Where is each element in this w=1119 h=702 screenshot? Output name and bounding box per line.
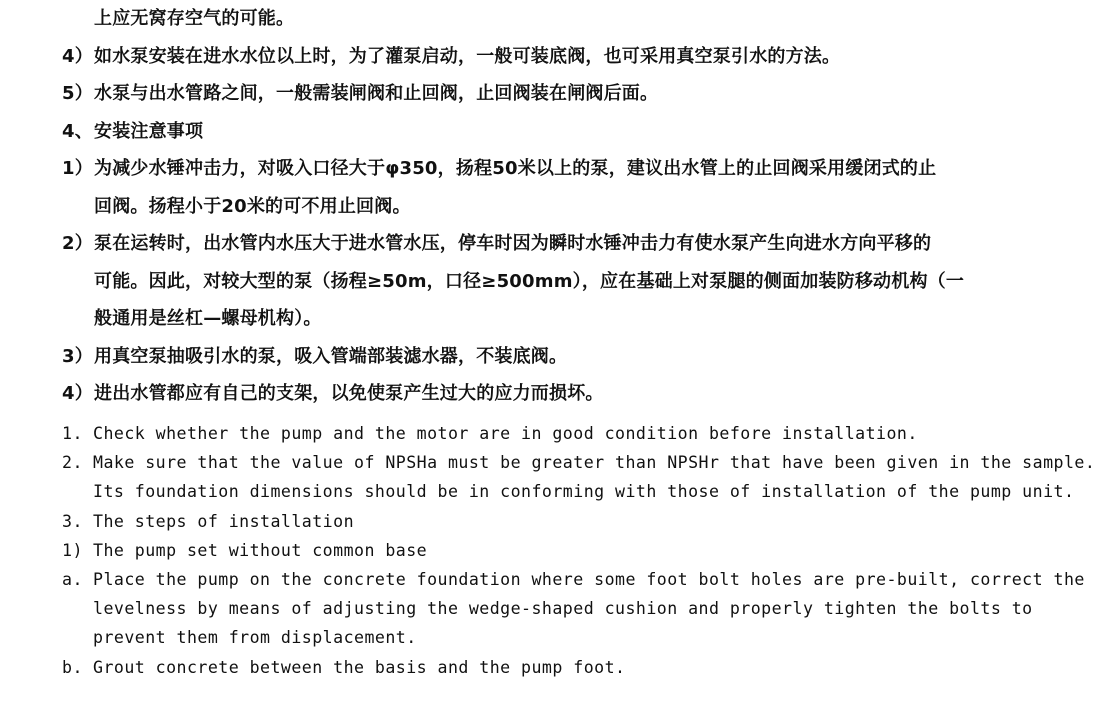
text-line: prevent them from displacement.	[93, 628, 417, 648]
text-line: Check whether the pump and the motor are in good condition before installation.	[93, 424, 918, 443]
text-line: Its foundation dimensions should be in conforming with those of installation of the pump unit.	[93, 482, 1075, 502]
text-line: Grout concrete between the basis and the pump foot.	[93, 657, 626, 677]
item-marker: 1）	[62, 158, 93, 179]
zh-item-5	[0, 75, 1119, 113]
text-line: 水泵与出水管路之间，一般需装闸阀和止回阀，止回阀装在闸阀后面。	[94, 83, 659, 104]
item-marker: 5）	[62, 83, 93, 104]
text-line: 进出水管都应有自己的支架，以免使泵产生过大的应力而损坏。	[94, 383, 604, 404]
text-line: The pump set without common base	[93, 540, 428, 560]
item-marker: 3.	[62, 511, 83, 531]
item-marker: 4）	[62, 383, 93, 404]
english-section	[0, 419, 1119, 682]
item-marker: 4）	[62, 45, 93, 67]
en-item-3	[0, 507, 1119, 536]
zh-section-heading	[0, 113, 1119, 151]
zh-note-4	[0, 375, 1119, 413]
item-marker: a.	[62, 570, 83, 590]
text-line: The steps of installation	[93, 511, 355, 531]
text-line: 如水泵安装在进水水位以上时，为了灌泵启动，一般可装底阀，也可采用真空泵引水的方法。	[94, 45, 841, 67]
zh-item-continuation	[0, 0, 1119, 38]
item-marker: 3）	[62, 345, 93, 367]
item-marker: 2）	[62, 233, 93, 254]
text-line: 用真空泵抽吸引水的泵，吸入管端部装滤水器，不装底阀。	[94, 345, 568, 367]
item-marker: 2.	[62, 453, 83, 473]
text-line: 般通用是丝杠—螺母机构）。	[94, 308, 322, 329]
item-marker: 1)	[62, 540, 83, 560]
item-marker: b.	[62, 657, 83, 677]
zh-note-3	[0, 338, 1119, 376]
en-item-2	[0, 448, 1119, 506]
en-item-1	[0, 419, 1119, 448]
en-subitem-1	[0, 536, 1119, 565]
item-marker: 1.	[62, 424, 83, 443]
zh-note-2	[0, 225, 1119, 338]
text-line: levelness by means of adjusting the wedge-shaped cushion and properly tighten the bolts to	[93, 599, 1033, 619]
text-line: 为减少水锤冲击力，对吸入口径大于φ350，扬程50米以上的泵，建议出水管上的止回阀采用缓闭式的止	[94, 158, 937, 179]
en-step-b	[0, 653, 1119, 682]
text-line: 泵在运转时，出水管内水压大于进水管水压，停车时因为瞬时水锤冲击力有使水泵产生向进水方向平移的	[94, 233, 932, 254]
text-line: Make sure that the value of NPSHa must be greater than NPSHr that have been given in the sample.	[93, 453, 1096, 473]
text-line: 可能。因此，对较大型的泵（扬程≥50m，口径≥500mm），应在基础上对泵腿的侧面加装防移动机构（一	[94, 270, 965, 292]
text-line: Place the pump on the concrete foundation where some foot bolt holes are pre-built, correct the	[93, 570, 1085, 590]
en-step-a	[0, 565, 1119, 653]
zh-item-4	[0, 38, 1119, 76]
zh-note-1	[0, 150, 1119, 225]
text-line: 回阀。扬程小于20米的可不用止回阀。	[94, 195, 411, 217]
item-marker: 4、	[62, 120, 93, 142]
text-line: 上应无窝存空气的可能。	[94, 8, 295, 29]
section-heading: 安装注意事项	[94, 120, 204, 142]
